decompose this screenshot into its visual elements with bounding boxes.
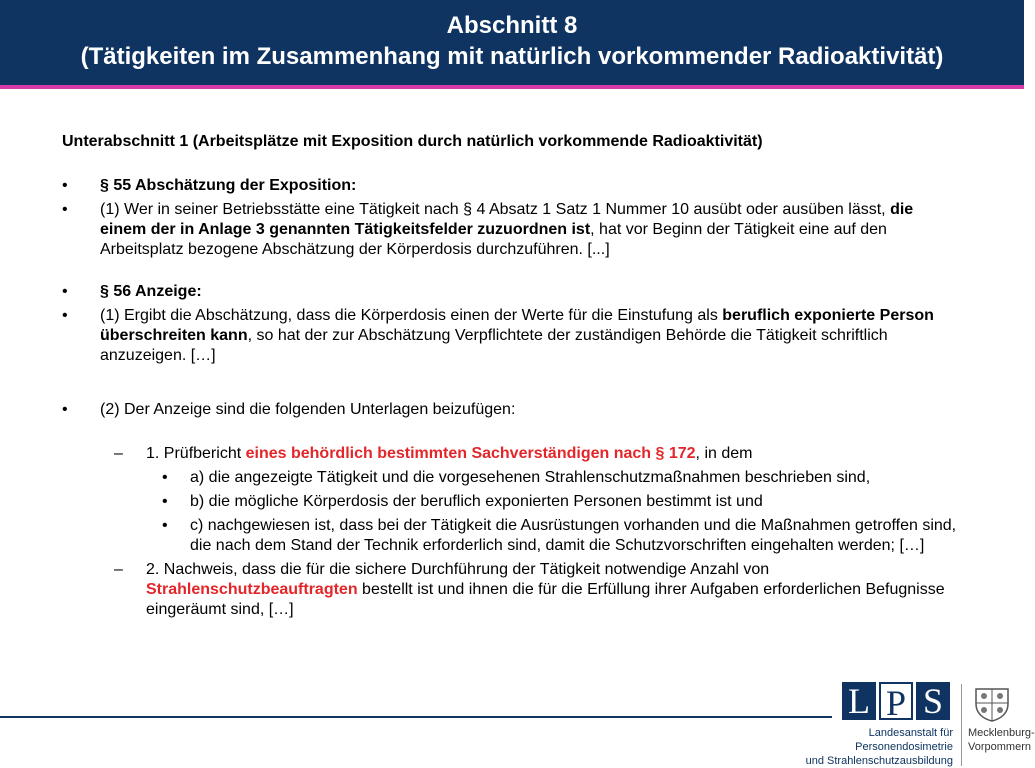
bullet-icon: • (62, 401, 68, 418)
list-item-p55-text (62, 200, 962, 260)
bullet-icon: • (162, 469, 168, 486)
list-item-pruefbericht (62, 444, 962, 464)
slide-body (62, 132, 962, 620)
p56-text-a: (1) Ergibt die Abschätzung, dass die Körperdosis einen der Werte für die Einstufung als (100, 307, 718, 324)
bullet-icon: • (62, 307, 68, 324)
title-line-2: (Tätigkeiten im Zusammenhang mit natürlich vorkommender Radioaktivität) (80, 43, 944, 70)
bullet-icon: • (162, 493, 168, 510)
item2-text-a: 2. Nachweis, dass die für die sichere Durchführung der Tätigkeit notwendige Anzahl von (146, 561, 770, 578)
p56-text-bold: beruflich exponierte Person überschreiten kann (100, 307, 934, 344)
list-item-p56-heading (62, 282, 962, 302)
bullet-icon: • (62, 201, 68, 218)
state-name (968, 726, 1035, 754)
org-line-2: und Strahlenschutzausbildung (805, 755, 953, 767)
list-item-sub-b (62, 492, 962, 512)
item1-text-b: , in dem (695, 445, 753, 462)
sub-a-text: a) die angezeigte Tätigkeit und die vorgesehenen Strahlenschutzmaßnahmen beschrieben sind, (190, 469, 871, 486)
slide-title (0, 10, 1024, 72)
subsection-heading: Unterabschnitt 1 (Arbeitsplätze mit Exposition durch natürlich vorkommende Radioaktivität) (62, 133, 763, 150)
p56-text-b: , so hat der zur Abschätzung Verpflichtete der zuständigen Behörde die Tätigkeit schriftlich anzuzeigen. […] (100, 327, 888, 364)
slide-header (0, 0, 1024, 85)
lps-logo-s: S (916, 682, 950, 720)
lps-logo-p: P (879, 682, 913, 720)
dash-icon: – (114, 445, 123, 462)
p56-heading: § 56 Anzeige: (100, 283, 202, 300)
lps-logo-l: L (842, 682, 876, 720)
state-line-2: Vorpommern (968, 741, 1031, 753)
organization-name (773, 726, 953, 768)
spacer (62, 260, 962, 282)
bullet-icon: • (62, 177, 68, 194)
list-item-sub-c (62, 516, 962, 556)
item2-text-red: Strahlenschutzbeauftragten (146, 581, 358, 598)
sub-c-text: c) nachgewiesen ist, dass bei der Tätigkeit die Ausrüstungen vorhanden und die Maßnahmen getroffen sind, die nach dem Stand der Technik erforderlich sind, damit die Schutzvorschriften eingehalten werden; […] (190, 517, 957, 554)
item2-text-b: bestellt ist und ihnen die für die Erfüllung ihrer Aufgaben erforderlichen Befugnisse eingeräumt sind, […] (146, 581, 945, 618)
header-accent-line (0, 85, 1024, 89)
sub-b-text: b) die mögliche Körperdosis der beruflich exponierten Personen bestimmt ist und (190, 493, 763, 510)
coat-of-arms-icon (972, 686, 1012, 722)
p55-text-bold: die einem der in Anlage 3 genannten Tätigkeitsfelder zuzuordnen ist (100, 201, 914, 238)
state-line-1: Mecklenburg- (968, 727, 1035, 739)
list-item-p55-heading (62, 176, 962, 196)
p55-heading: § 55 Abschätzung der Exposition: (100, 177, 357, 194)
p55-text-a: (1) Wer in seiner Betriebsstätte eine Tätigkeit nach § 4 Absatz 1 Satz 1 Nummer 10 ausübt oder ausüben lässt, (100, 201, 886, 218)
list-item-nachweis (62, 560, 962, 620)
p56-2-text: (2) Der Anzeige sind die folgenden Unterlagen beizufügen: (100, 401, 516, 418)
list-item-sub-a (62, 468, 962, 488)
state-logo (961, 684, 1035, 766)
list-item-p56-text (62, 306, 962, 366)
list-item-p56-2 (62, 400, 962, 420)
org-line-1: Landesanstalt für Personendosimetrie (855, 727, 953, 753)
item1-text-red: eines behördlich bestimmten Sachverständigen nach § 172 (245, 445, 696, 462)
bullet-icon: • (162, 517, 168, 534)
item1-text-a: 1. Prüfbericht (146, 445, 242, 462)
p55-text-b: , hat vor Beginn der Tätigkeit eine auf den Arbeitsplatz bezogene Abschätzung der Körperdosis durchzuführen. [...] (100, 221, 887, 258)
dash-icon: – (114, 561, 123, 578)
footer-rule (0, 716, 832, 718)
bullet-icon: • (62, 283, 68, 300)
title-line-1: Abschnitt 8 (446, 12, 578, 39)
